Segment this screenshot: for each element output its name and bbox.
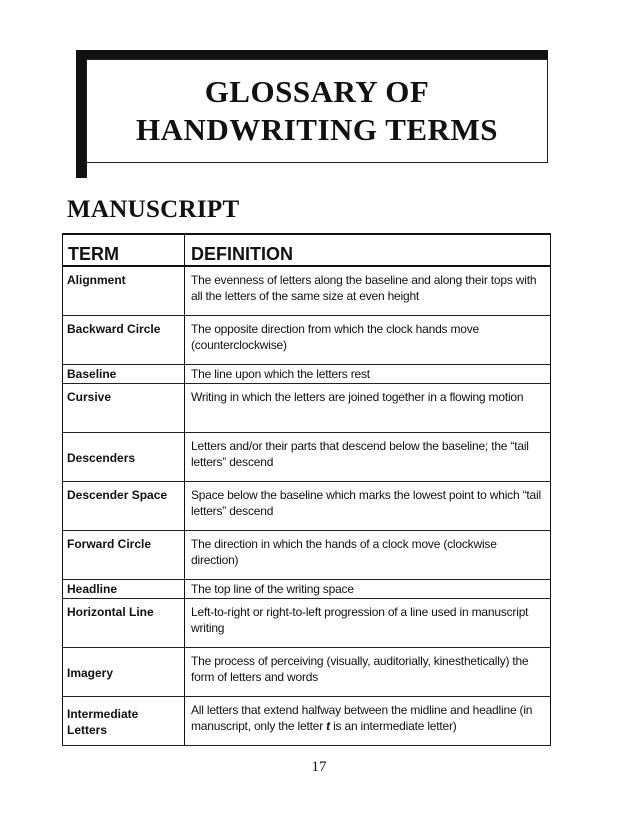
term-cell: Horizontal Line bbox=[63, 599, 185, 648]
emphasized-letter: t bbox=[326, 719, 330, 733]
definition-cell bbox=[185, 697, 551, 746]
definition-cell: The line upon which the letters rest bbox=[185, 365, 551, 384]
table-row bbox=[63, 365, 551, 384]
definition-cell: The top line of the writing space bbox=[185, 580, 551, 599]
term-cell: Headline bbox=[63, 580, 185, 599]
section-heading: MANUSCRIPT bbox=[67, 196, 240, 223]
page-title-line-1: GLOSSARY OF bbox=[204, 74, 430, 109]
term-cell: Intermediate Letters bbox=[63, 697, 185, 746]
page-title-line-2: HANDWRITING TERMS bbox=[136, 112, 498, 147]
term-cell: Descenders bbox=[63, 433, 185, 482]
definition-cell: Left-to-right or right-to-left progression of a line used in manuscript writing bbox=[185, 599, 551, 648]
term-column-header: TERM bbox=[63, 234, 185, 266]
definition-cell: The opposite direction from which the clock hands move (counterclockwise) bbox=[185, 316, 551, 365]
term-cell: Alignment bbox=[63, 266, 185, 316]
glossary-table bbox=[62, 233, 551, 746]
table-row bbox=[63, 433, 551, 482]
term-cell: Cursive bbox=[63, 384, 185, 433]
definition-cell: The direction in which the hands of a clock move (clockwise direction) bbox=[185, 531, 551, 580]
definition-text-end: is an intermediate letter) bbox=[329, 719, 457, 733]
table-row bbox=[63, 482, 551, 531]
term-cell: Backward Circle bbox=[63, 316, 185, 365]
table-row bbox=[63, 316, 551, 365]
definition-cell: The process of perceiving (visually, auditorially, kinesthetically) the form of letters and words bbox=[185, 648, 551, 697]
title-frame-shadow-top bbox=[76, 50, 548, 59]
term-cell: Forward Circle bbox=[63, 531, 185, 580]
definition-column-header: DEFINITION bbox=[185, 234, 551, 266]
table-row bbox=[63, 599, 551, 648]
table-row bbox=[63, 697, 551, 746]
definition-cell: Writing in which the letters are joined together in a flowing motion bbox=[185, 384, 551, 433]
page-number: 17 bbox=[311, 759, 327, 775]
table-row bbox=[63, 266, 551, 316]
table-row bbox=[63, 648, 551, 697]
definition-cell: The evenness of letters along the baseline and along their tops with all the letters of the same size at even height bbox=[185, 266, 551, 316]
table-row bbox=[63, 384, 551, 433]
definition-cell: Letters and/or their parts that descend below the baseline; the “tail letters” descend bbox=[185, 433, 551, 482]
definition-text-start: All letters that extend halfway between the midline and headline (in manuscript, only the letter bbox=[191, 703, 533, 733]
definition-cell: Space below the baseline which marks the lowest point to which “tail letters” descend bbox=[185, 482, 551, 531]
title-box bbox=[86, 59, 548, 163]
term-cell: Imagery bbox=[63, 648, 185, 697]
term-cell: Baseline bbox=[63, 365, 185, 384]
term-cell: Descender Space bbox=[63, 482, 185, 531]
table-header-row bbox=[63, 234, 551, 266]
table-row bbox=[63, 531, 551, 580]
table-row bbox=[63, 580, 551, 599]
